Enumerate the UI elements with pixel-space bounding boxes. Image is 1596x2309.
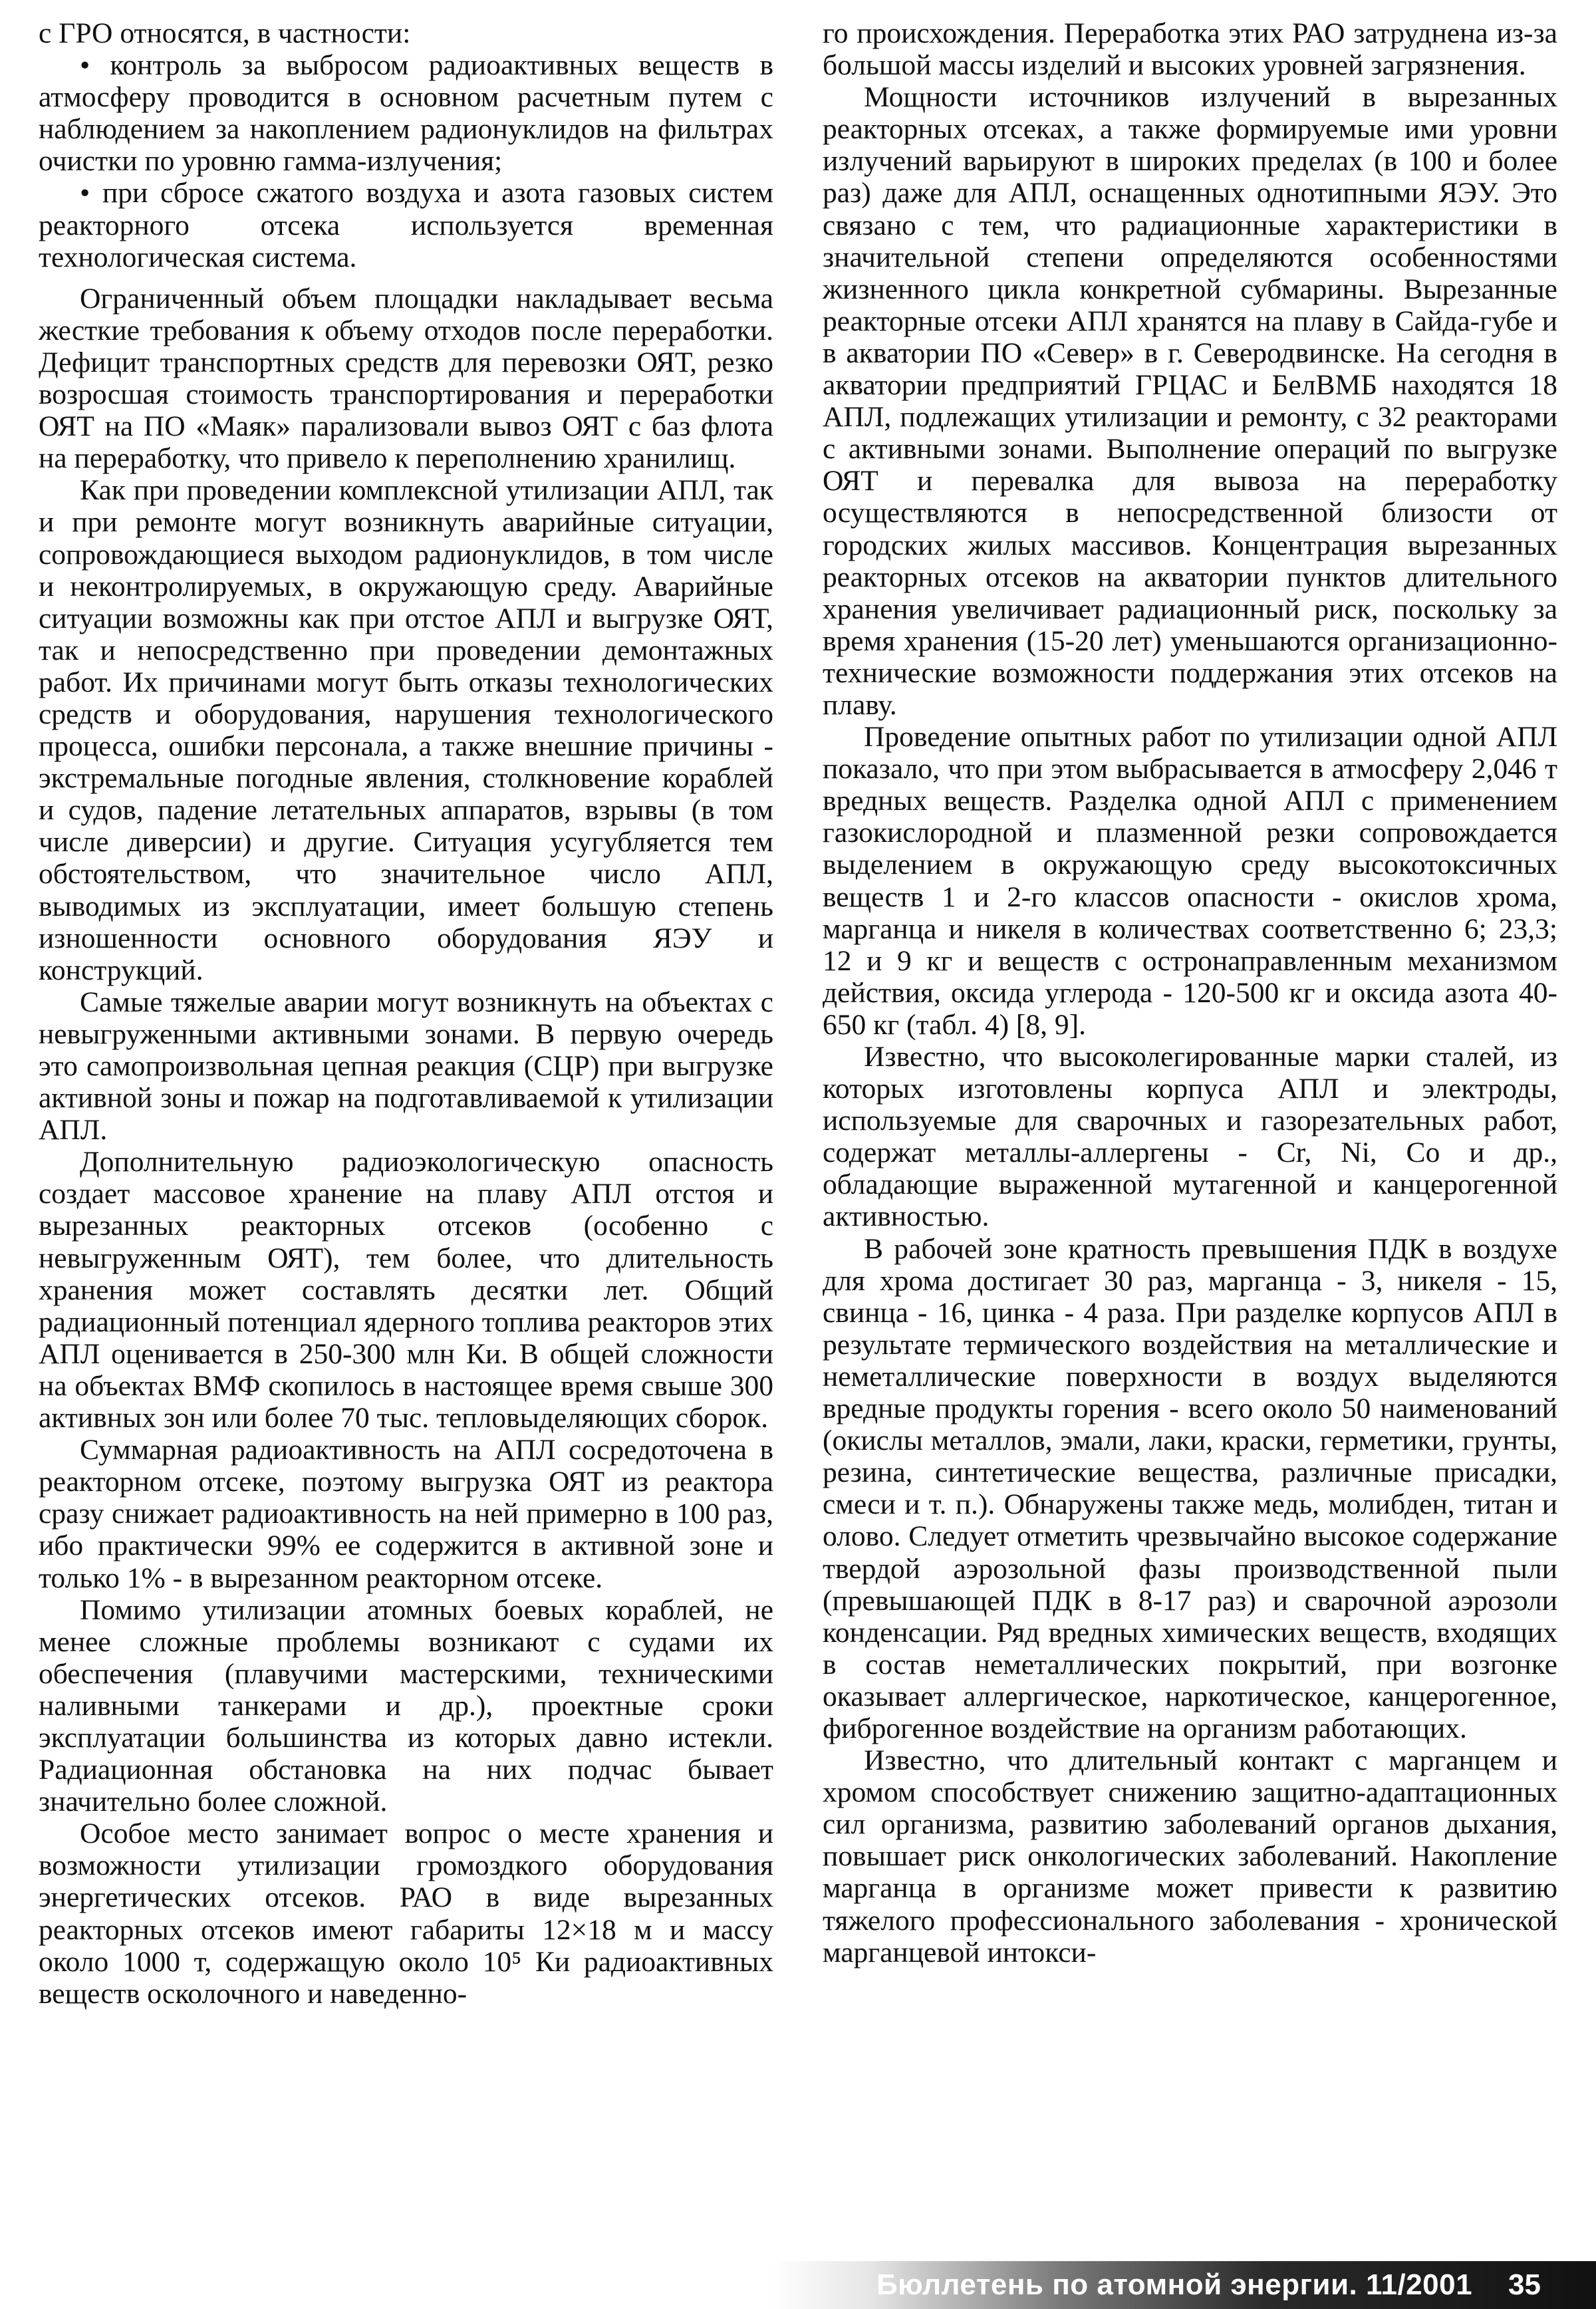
right-text-column [823, 17, 1557, 1969]
paragraph: Мощности источников излучений в вырезанных реакторных отсеках, а также формируемые ими уровни излучений варьируют в широких пределах (в 100 и более раз) даже для АПЛ, оснащенных однотипными ЯЭУ. Это связано с тем, что радиационные характеристики в значительной степени определяются особенностями жизненного цикла конкретной субмарины. Вырезанные реакторные отсеки АПЛ хранятся на плаву в Сайда-губе и в акватории ПО «Север» в г. Северодвинске. На сегодня в акватории предприятий ГРЦАС и БелВМБ находятся 18 АПЛ, подлежащих утилизации и ремонту, с 32 реакторами с активными зонами. Выполнение операций по выгрузке ОЯТ и перевалка для вывоза на переработку осуществляются в непосредственной близости от городских жилых массивов. Концентрация вырезанных реакторных отсеков на акватории пунктов длительного хранения увеличивает радиационный риск, поскольку за время хранения (15-20 лет) уменьшаются организационно-технические возможности поддержания этих отсеков на плаву. [823, 81, 1557, 721]
paragraph: Дополнительную радиоэкологическую опасность создает массовое хранение на плаву АПЛ отстоя и вырезанных реакторных отсеков (особенно с невыгруженным ОЯТ), тем более, что длительность хранения может составлять десятки лет. Общий радиационный потенциал ядерного топлива реакторов этих АПЛ оценивается в 250-300 млн Ки. В общей сложности на объектах ВМФ скопилось в настоящее время свыше 300 активных зон или более 70 тыс. тепловыделяющих сборок. [39, 1146, 773, 1434]
paragraph: Помимо утилизации атомных боевых кораблей, не менее сложные проблемы возникают с судами их обеспечения (плавучими мастерскими, техническими наливными танкерами и др.), проектные сроки эксплуатации большинства из которых давно истекли. Радиационная обстановка на них подчас бывает значительно более сложной. [39, 1593, 773, 1818]
paragraph: В рабочей зоне кратность превышения ПДК в воздухе для хрома достигает 30 раз, марганца - 3, никеля - 15, свинца - 16, цинка - 4 раза. При разделке корпусов АПЛ в результате термического воздействия на металлические и неметаллические поверхности в воздух выделяются вредные продукты горения - всего около 50 наименований (окислы металлов, эмали, лаки, краски, герметики, грунты, резина, синтетические вещества, различные присадки, смеси и т. п.). Обнаружены также медь, молибден, титан и олово. Следует отметить чрезвычайно высокое содержание твердой аэрозольной фазы производственной пыли (превышающей ПДК в 8-17 раз) и сварочной аэрозоли конденсации. Ряд вредных химических веществ, входящих в состав неметаллических покрытий, при возгонке оказывает аллергическое, наркотическое, канцерогенное, фиброгенное воздействие на организм работающих. [823, 1232, 1557, 1744]
paragraph: Проведение опытных работ по утилизации одной АПЛ показало, что при этом выбрасывается в атмосферу 2,046 т вредных веществ. Разделка одной АПЛ с применением газокислородной и плазменной резки сопровождается выделением в окружающую среду высокотоксичных веществ 1 и 2-го классов опасности - окислов хрома, марганца и никеля в количествах соответственно 6; 23,3; 12 и 9 кг и веществ с остронаправленным механизмом действия, оксида углерода - 120-500 кг и оксида азота 40-650 кг (табл. 4) [8, 9]. [823, 721, 1557, 1041]
paragraph: го происхождения. Переработка этих РАО затруднена из-за большой массы изделий и высоких уровней загрязнения. [823, 17, 1557, 82]
paragraph: Как при проведении комплексной утилизации АПЛ, так и при ремонте могут возникнуть аварийные ситуации, сопровождающиеся выходом радионуклидов, в том числе и неконтролируемых, в окружающую среду. Аварийные ситуации возможны как при отстое АПЛ и выгрузке ОЯТ, так и непосредственно при проведении демонтажных работ. Их причинами могут быть отказы технологических средств и оборудования, нарушения технологического процесса, ошибки персонала, а также внешние причины - экстремальные погодные явления, столкновение кораблей и судов, падение летательных аппаратов, взрывы (в том числе диверсии) и другие. Ситуация усугубляется тем обстоятельством, что значительное число АПЛ, выводимых из эксплуатации, имеет большую степень изношенности основного оборудования ЯЭУ и конструкций. [39, 474, 773, 986]
paragraph: Суммарная радиоактивность на АПЛ сосредоточена в реакторном отсеке, поэтому выгрузка ОЯТ из реактора сразу снижает радиоактивность на ней примерно в 100 раз, ибо практически 99% ее содержится в активной зоне и только 1% - в вырезанном реакторном отсеке. [39, 1434, 773, 1594]
paragraph: Известно, что высоколегированные марки сталей, из которых изготовлены корпуса АПЛ и электроды, используемые для сварочных и газорезательных работ, содержат металлы-аллергены - Cr, Ni, Co и др., обладающие выраженной мутагенной и канцерогенной активностью. [823, 1041, 1557, 1233]
left-text-column [39, 17, 773, 2010]
paragraph: Особое место занимает вопрос о месте хранения и возможности утилизации громоздкого оборудования энергетических отсеков. РАО в виде вырезанных реакторных отсеков имеют габариты 12×18 м и массу около 1000 т, содержащую около 10⁵ Ки радиоактивных веществ осколочного и наведенно- [39, 1818, 773, 2010]
paragraph: • при сбросе сжатого воздуха и азота газовых систем реакторного отсека используется временная технологическая система. [39, 177, 773, 273]
paragraph: с ГРО относятся, в частности: [39, 17, 411, 49]
journal-title: Бюллетень по атомной энергии. 11/2001 [876, 2268, 1473, 2301]
page-number: 35 [1508, 2268, 1541, 2301]
paragraph: Известно, что длительный контакт с марганцем и хромом способствует снижению защитно-адаптационных сил организма, развитию заболеваний органов дыхания, повышает риск онкологических заболеваний. Накопление марганца в организме может привести к развитию тяжелого профессионального заболевания - хронической марганцевой интокси- [823, 1744, 1557, 1969]
paragraph: Ограниченный объем площадки накладывает весьма жесткие требования к объему отходов после переработки. Дефицит транспортных средств для перевозки ОЯТ, резко возросшая стоимость транспортирования и переработки ОЯТ на ПО «Маяк» парализовали вывоз ОЯТ с баз флота на переработку, что привело к переполнению хранилищ. [39, 282, 773, 475]
paragraph: Самые тяжелые аварии могут возникнуть на объектах с невыгруженными активными зонами. В первую очередь это самопроизвольная цепная реакция (СЦР) при выгрузке активной зоны и пожар на подготавливаемой к утилизации АПЛ. [39, 986, 773, 1147]
paragraph: • контроль за выбросом радиоактивных веществ в атмосферу проводится в основном расчетным путем с наблюдением за накоплением радионуклидов на фильтрах очистки по уровню гамма-излучения; [39, 49, 773, 178]
